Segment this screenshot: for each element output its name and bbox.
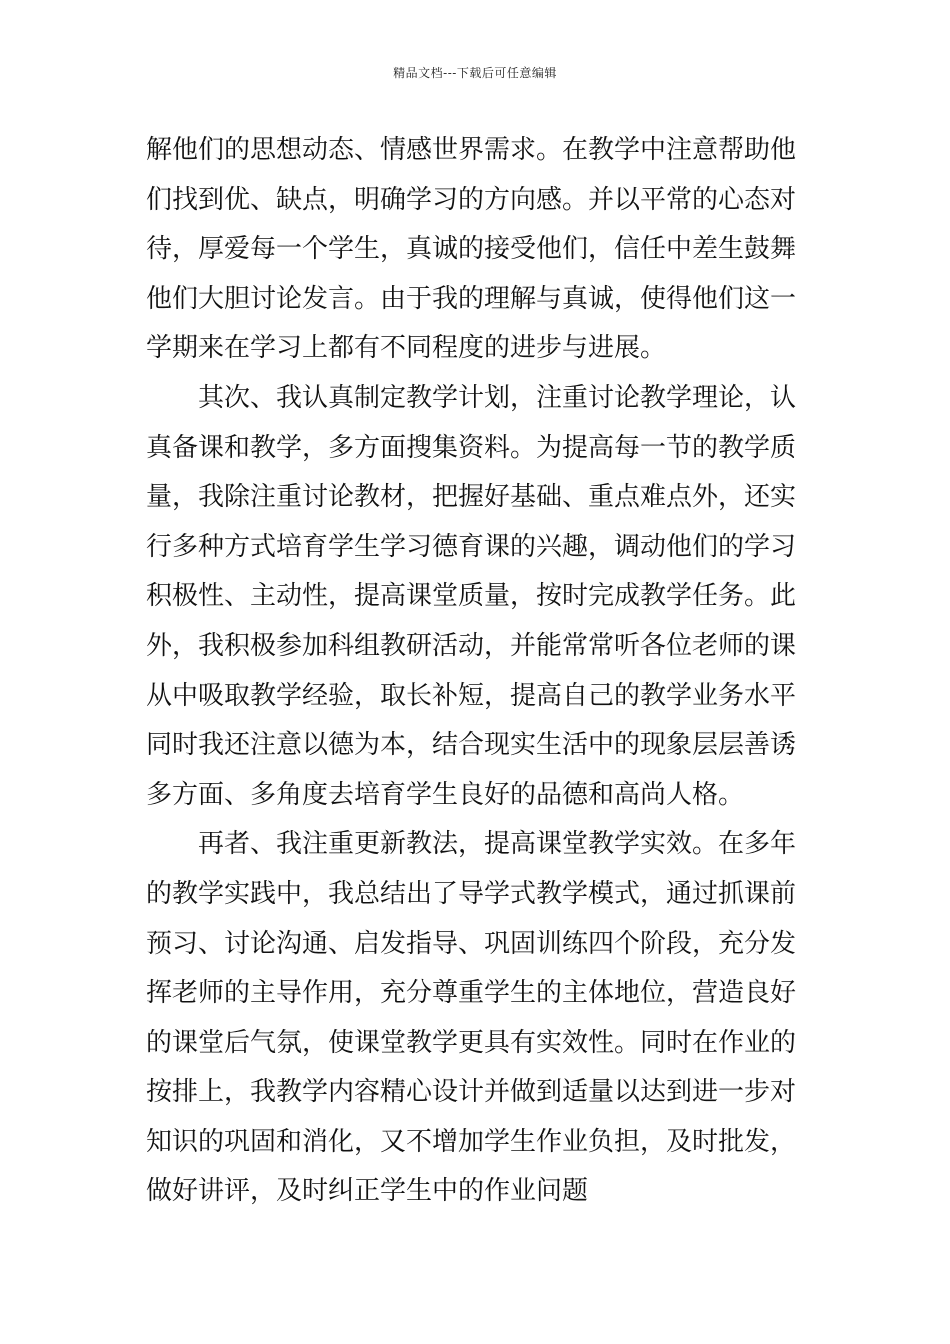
text-line: 做好讲评，及时纠正学生中的作业问题	[146, 1176, 589, 1207]
text-line: 的课堂后气氛，使课堂教学更具有实效性。同时在作业的	[146, 1027, 797, 1058]
text-line: 他们大胆讨论发言。由于我的理解与真诚，使得他们这一	[146, 283, 797, 314]
text-line: 待，厚爱每一个学生，真诚的接受他们，信任中差生鼓舞	[146, 234, 797, 265]
text-line: 行多种方式培育学生学习德育课的兴趣，调动他们的学习	[146, 531, 797, 562]
page-header: 精品文档---下载后可任意编辑	[393, 66, 557, 80]
text-line: 解他们的思想动态、情感世界需求。在教学中注意帮助他	[146, 135, 797, 165]
text-line: 按排上，我教学内容精心设计并做到适量以达到进一步对	[146, 1077, 797, 1108]
text-line: 多方面、多角度去培育学生良好的品德和高尚人格。	[146, 779, 745, 810]
body-text	[146, 126, 812, 1217]
text-line: 的教学实践中，我总结出了导学式教学模式，通过抓课前	[146, 878, 797, 909]
text-line: 从中吸取教学经验，取长补短，提高自己的教学业务水平	[146, 680, 797, 711]
text-line: 量，我除注重讨论教材，把握好基础、重点难点外，还实	[146, 482, 797, 513]
text-line: 学期来在学习上都有不同程度的进步与进展。	[146, 333, 667, 364]
text-line: 积极性、主动性，提高课堂质量，按时完成教学任务。此	[146, 581, 797, 612]
text-line: 知识的巩固和消化，又不增加学生作业负担，及时批发，	[146, 1126, 797, 1157]
text-line: 们找到优、缺点，明确学习的方向感。并以平常的心态对	[146, 184, 797, 215]
paragraph-start-line: 再者、我注重更新教法，提高课堂教学实效。在多年	[198, 829, 797, 860]
text-line: 预习、讨论沟通、启发指导、巩固训练四个阶段，充分发	[146, 928, 797, 959]
text-line: 挥老师的主导作用，充分尊重学生的主体地位，营造良好	[146, 978, 797, 1009]
paragraph-start-line: 其次、我认真制定教学计划，注重讨论教学理论，认	[198, 382, 797, 413]
text-line: 同时我还注意以德为本，结合现实生活中的现象层层善诱	[146, 730, 797, 761]
text-line: 真备课和教学，多方面搜集资料。为提高每一节的教学质	[146, 432, 797, 463]
text-line: 外，我积极参加科组教研活动，并能常常听各位老师的课	[146, 630, 797, 661]
